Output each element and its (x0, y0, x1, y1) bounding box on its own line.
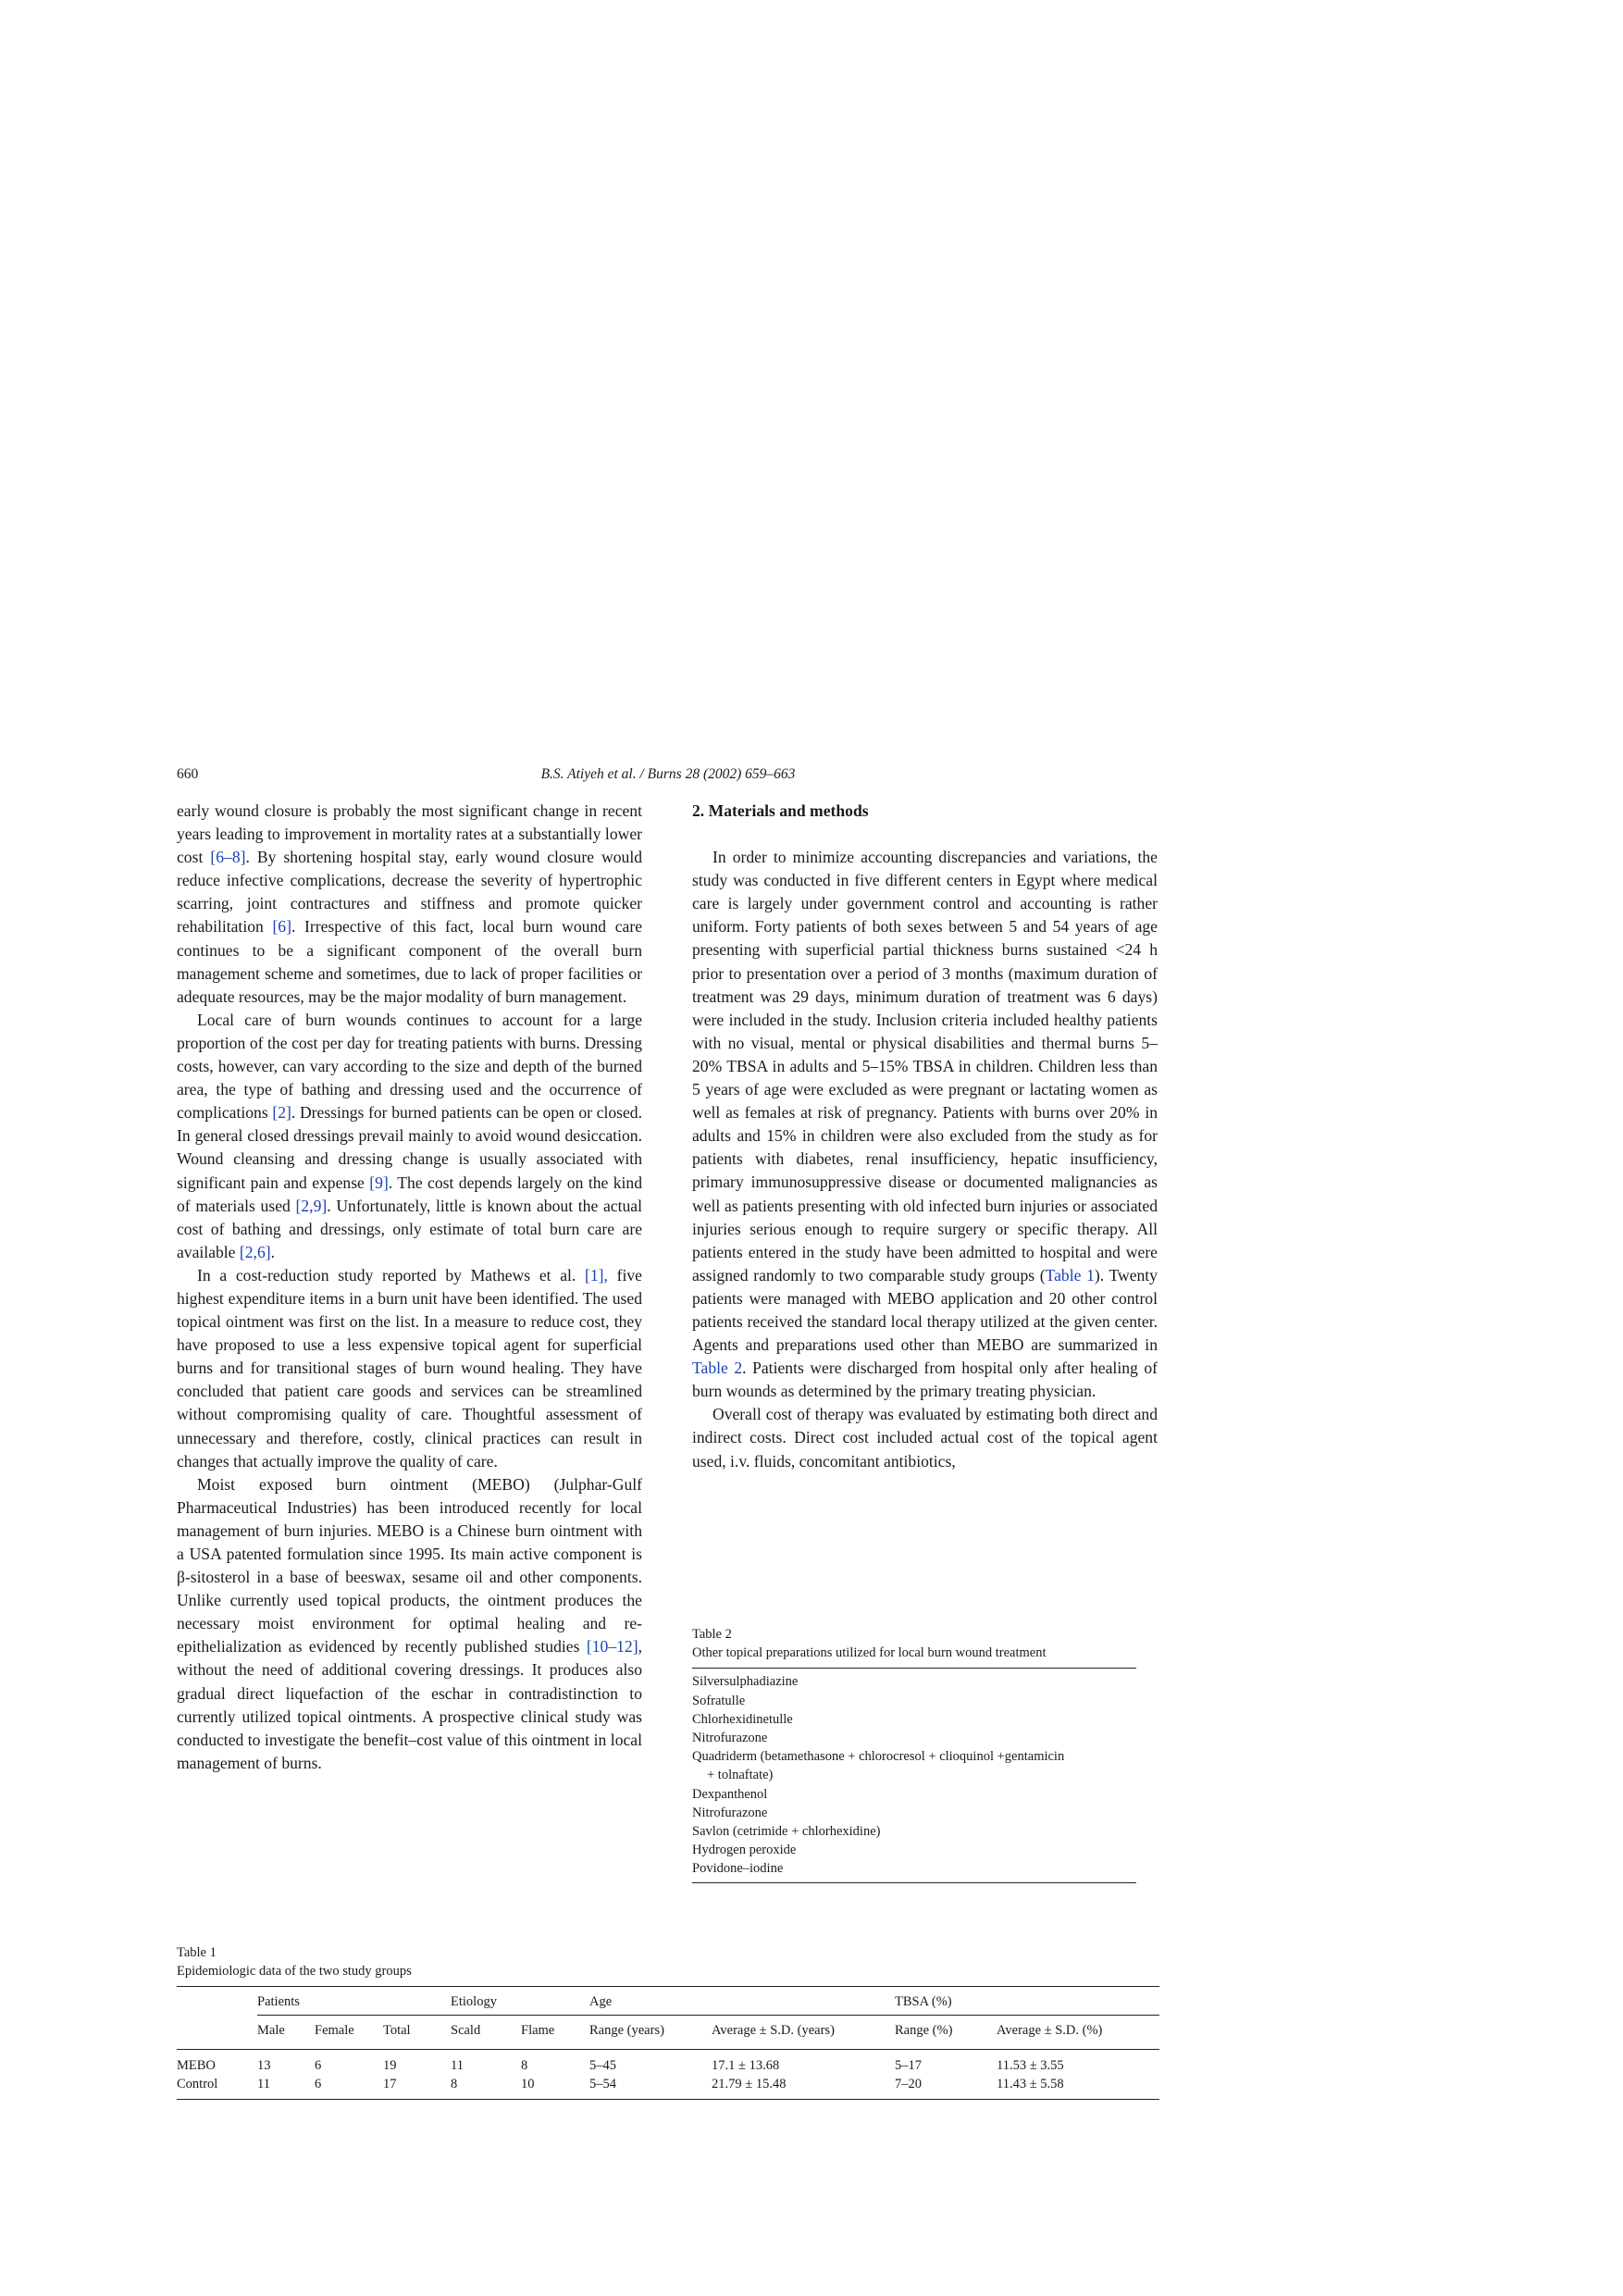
paragraph (177, 1009, 642, 1264)
col-group-etiology: Etiology (451, 1987, 589, 2016)
text-run: In order to minimize accounting discrepancies and variations, the study was conducted in five different centers in Egypt where medical care is largely under government control and accounting is rather uniform. Forty patients of both sexes between 5 and 54 years of age presenting with superficial partial thickness burns sustained <24 h prior to presentation over a period of 3 months (maximum duration of treatment was 29 days, minimum duration of treatment was 6 days) were included in the study. Inclusion criteria included healthy patients with no visual, mental or physical disabilities and thermal burns 5–20% TBSA in adults and 5–15% TBSA in children. Children less than 5 years of age were excluded as were pregnant or lactating women as well as females at risk of pregnancy. Patients with burns over 20% in adults and 15% in children were also excluded from the study as for patients with diabetes, renal insufficiency, hepatic insufficiency, primary immunosuppressive disease or documented malignancies as well as patients presenting with old infected burn injuries or associated injuries serious enough to require surgery or specific therapy. All patients entered in the study have been admitted to hospital and were assigned randomly to two comparable study groups ( (692, 848, 1158, 1285)
list-item-text: Savlon (cetrimide + chlorhexidine) (692, 1824, 881, 1840)
text-run: , without the need of additional covering dressings. It produces also gradual direct liquefaction of the eschar in contradistinction to currently utilized topical ointments. A prospective clinical study was conducted to investigate the benefit–cost value of this ointment in local management of burns. (177, 1637, 642, 1772)
left-column (177, 800, 642, 1775)
table-cell: 11.53 ± 3.55 (997, 2058, 1064, 2073)
table-caption: Epidemiologic data of the two study groups (177, 1964, 412, 1979)
col-header: Average ± S.D. (%) (997, 2016, 1159, 2050)
row-label: Control (177, 2075, 257, 2100)
citation-link[interactable]: [6] (272, 917, 291, 937)
list-item (692, 1841, 1136, 1859)
list-item (692, 1692, 1136, 1710)
list-item-text: Chlorhexidinetulle (692, 1711, 793, 1727)
table-2-list (692, 1672, 1136, 1878)
table-label: Table 2 (692, 1627, 732, 1642)
running-title: B.S. Atiyeh et al. / Burns 28 (2002) 659–663 (540, 766, 796, 782)
text-run: early wound closure is probably the most significant change in recent years leading to improvement in mortality rates at a substantially lower cost (177, 801, 642, 867)
table-cell: 21.79 ± 15.48 (712, 2075, 895, 2100)
table-label: Table 1 (177, 1945, 217, 1960)
table-1 (177, 1943, 1159, 2100)
col-group-patients: Patients (257, 1987, 451, 2016)
col-header: Male (257, 2016, 315, 2050)
text-run: Moist exposed burn ointment (MEBO) (Julphar-Gulf Pharmaceutical Industries) has been introduced recently for local management of burn injuries. MEBO is a Chinese burn ointment with a USA patented formulation since 1995. Its main active component is β-sitosterol in a base of beeswax, sesame oil and other components. Unlike currently used topical products, the ointment produces the necessary moist environment for optimal healing and re-epithelialization as evidenced by recently published studies (177, 1474, 642, 1657)
list-item-text: Silversulphadiazine (692, 1674, 799, 1690)
col-header: Average ± S.D. (years) (712, 2016, 895, 2050)
col-group-age: Age (589, 1987, 895, 2016)
list-item-text: Quadriderm (betamethasone + chlorocresol + clioquinol +gentamicin (692, 1749, 1065, 1765)
table-cell: 17.1 ± 13.68 (712, 2058, 780, 2073)
citation-link[interactable]: [2] (272, 1103, 291, 1123)
table-cell: 5–54 (589, 2075, 712, 2100)
citation-link[interactable]: Table 2 (692, 1359, 743, 1378)
table-cell: 5–17 (895, 2058, 922, 2073)
paragraph (692, 1403, 1158, 1472)
section-title: 2. Materials and methods (692, 801, 869, 820)
table-cell: 11.43 ± 5.58 (997, 2075, 1159, 2100)
col-header: Female (315, 2016, 383, 2050)
col-header: Range (%) (895, 2016, 997, 2050)
table-row (177, 2075, 1159, 2100)
list-item-text: Nitrofurazone (692, 1805, 768, 1820)
table-subheader-row (177, 2016, 1159, 2050)
table-cell: 6 (315, 2075, 383, 2100)
citation-link[interactable]: [2,6] (239, 1242, 271, 1261)
citation-link[interactable]: [2,9] (295, 1196, 328, 1215)
text-run: Overall cost of therapy was evaluated by estimating both direct and indirect costs. Direct cost included actual cost of the topical agent used, i.v. fluids, concomitant antibiotics, (692, 1405, 1158, 1471)
paragraph (692, 846, 1158, 1403)
text-run: . By shortening hospital stay, early wound closure would reduce infective complications, decrease the severity of hypertrophic scarring, joint contractures and stiffness and promote quicker rehabilitation (177, 848, 643, 937)
table-2 (692, 1625, 1136, 1883)
paragraph (177, 1473, 642, 1775)
paragraph (177, 1264, 642, 1473)
list-item (692, 1710, 1136, 1729)
list-item-text: Hydrogen peroxide (692, 1843, 797, 1858)
citation-link[interactable]: Table 1 (1045, 1265, 1095, 1285)
list-item (692, 1804, 1136, 1822)
citation-link[interactable]: [10–12] (586, 1637, 638, 1657)
table-caption: Other topical preparations utilized for local burn wound treatment (692, 1645, 1047, 1661)
citation-link[interactable]: [1], (585, 1265, 608, 1285)
col-header: Scald (451, 2016, 521, 2050)
paragraph (177, 800, 642, 1009)
table-cell: 10 (521, 2075, 589, 2100)
page-number: 660 (177, 766, 199, 782)
text-run: . The cost depends largely on the kind of materials used (177, 1173, 642, 1215)
text-run: . (270, 1242, 276, 1261)
list-item (692, 1785, 1136, 1804)
text-run: . Irrespective of this fact, local burn wound care continues to be a significant component of the overall burn management scheme and sometimes, due to lack of proper facilities or adequate resources, may be the major modality of burn management. (177, 917, 643, 1006)
page-header (177, 766, 1159, 788)
list-item-text: Sofratulle (692, 1693, 746, 1708)
table-cell: 7–20 (895, 2075, 997, 2100)
text-run: five highest expenditure items in a burn unit have been identified. The used topical ointment was first on the list. In a measure to reduce cost, they have proposed to use a less expensive topical agent for superficial burns and for transitional stages of burn wound healing. They have concluded that patient care goods and services can be streamlined without compromising quality of care. Thoughtful assessment of unnecessary and therefore, costly, clinical practices can result in changes that actually improve the quality of care. (177, 1265, 642, 1471)
list-item-text: Nitrofurazone (692, 1731, 768, 1746)
table-cell: 17 (383, 2075, 451, 2100)
row-label: MEBO (177, 2058, 216, 2073)
right-column (692, 800, 1158, 1473)
list-item (692, 1859, 1136, 1878)
table-cell: 11 (451, 2058, 464, 2073)
text-run: Local care of burn wounds continues to account for a large proportion of the cost per day for treating patients with burns. Dressing costs, however, can vary according to the size and depth of the burned area, the type of bathing and dressing used and the occurrence of complications (177, 1010, 642, 1123)
table-cell: 5–45 (589, 2058, 616, 2073)
list-item-text: Povidone–iodine (692, 1861, 784, 1877)
table-rule (692, 1668, 1136, 1669)
text-run: . Unfortunately, little is known about the actual cost of bathing and dressings, only estimate of total burn care are available (177, 1196, 642, 1261)
list-item (692, 1672, 1136, 1691)
list-item-continuation: + tolnaftate) (707, 1768, 774, 1783)
text-run: . Dressings for burned patients can be open or closed. In general closed dressings prevail mainly to avoid wound desiccation. Wound cleansing and dressing change is usually associated with significant pain and expense (177, 1103, 642, 1192)
table-row (177, 2050, 1159, 2076)
col-header: Range (years) (589, 2016, 712, 2050)
list-item (692, 1822, 1136, 1841)
table-1-grid (177, 1986, 1159, 2100)
citation-link[interactable]: [9] (369, 1173, 389, 1192)
list-item (692, 1729, 1136, 1747)
col-header: Total (383, 2016, 451, 2050)
list-item (692, 1747, 1136, 1784)
table-rule (692, 1882, 1136, 1883)
table-header-row (177, 1987, 1159, 2016)
text-run: . Patients were discharged from hospital only after healing of burn wounds as determined by the primary treating physician. (692, 1359, 1158, 1401)
col-group-tbsa: TBSA (%) (895, 1987, 1159, 2016)
text-run: ). Twenty patients were managed with MEBO application and 20 other control patients received the standard local therapy utilized at the given center. Agents and preparations used other than MEBO are summarized in (692, 1265, 1158, 1355)
table-cell: 19 (383, 2058, 397, 2073)
text-run: In a cost-reduction study reported by Mathews et al. (197, 1265, 586, 1285)
table-cell: 8 (521, 2058, 528, 2073)
col-header: Flame (521, 2016, 589, 2050)
table-cell: 11 (257, 2075, 315, 2100)
table-cell: 6 (315, 2058, 322, 2073)
list-item-text: Dexpanthenol (692, 1786, 768, 1802)
table-cell: 13 (257, 2058, 271, 2073)
citation-link[interactable]: [6–8] (210, 848, 246, 867)
table-cell: 8 (451, 2075, 521, 2100)
